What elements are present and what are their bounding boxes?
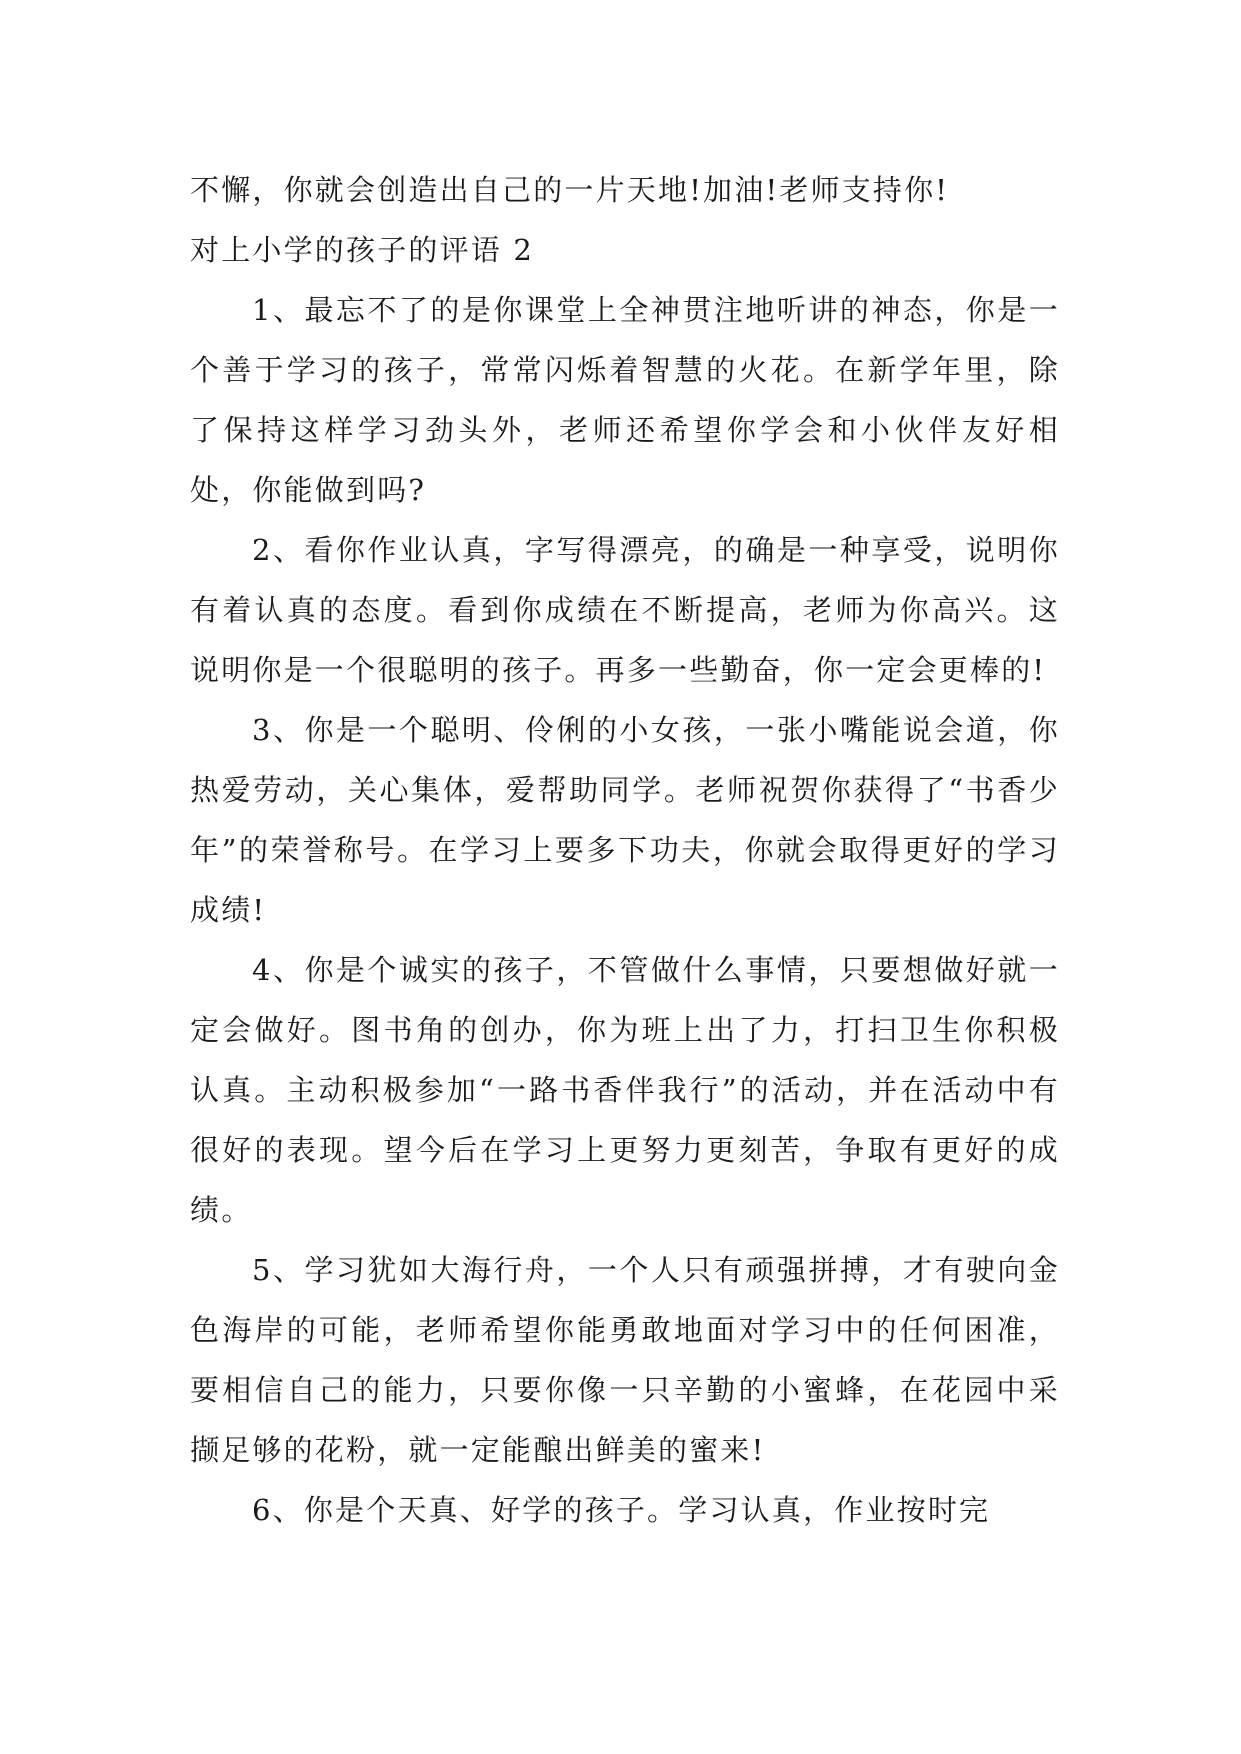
- paragraph-5: 5、学习犹如大海行舟，一个人只有顽强拼搏，才有驶向金色海岸的可能，老师希望你能勇敢地面对学习中的任何困准，要相信自己的能力，只要你像一只辛勤的小蜜蜂，在花园中采撷足够的花粉，就一定能酿出鲜美的蜜来!: [190, 1253, 1060, 1467]
- document-body: [190, 160, 1060, 1540]
- paragraph-2: 2、看你作业认真，字写得漂亮，的确是一种享受，说明你有着认真的态度。看到你成绩在不断提高，老师为你高兴。这说明你是一个很聪明的孩子。再多一些勤奋，你一定会更棒的!: [190, 533, 1060, 687]
- paragraph-4: 4、你是个诚实的孩子，不管做什么事情，只要想做好就一定会做好。图书角的创办，你为班上出了力，打扫卫生你积极认真。主动积极参加“一路书香伴我行”的活动，并在活动中有很好的表现。望今后在学习上更努力更刻苦，争取有更好的成绩。: [190, 953, 1060, 1227]
- paragraph-1: 1、最忘不了的是你课堂上全神贯注地听讲的神态，你是一个善于学习的孩子，常常闪烁着智慧的火花。在新学年里，除了保持这样学习劲头外，老师还希望你学会和小伙伴友好相处，你能做到吗?: [190, 293, 1060, 507]
- paragraph-3: 3、你是一个聪明、伶俐的小女孩，一张小嘴能说会道，你热爱劳动，关心集体，爱帮助同学。老师祝贺你获得了“书香少年”的荣誉称号。在学习上要多下功夫，你就会取得更好的学习成绩!: [190, 713, 1060, 927]
- section-heading: 对上小学的孩子的评语 2: [190, 233, 535, 267]
- continuation-line: 不懈，你就会创造出自己的一片天地!加油!老师支持你!: [190, 173, 950, 207]
- paragraph-6: 6、你是个天真、好学的孩子。学习认真，作业按时完: [252, 1493, 991, 1527]
